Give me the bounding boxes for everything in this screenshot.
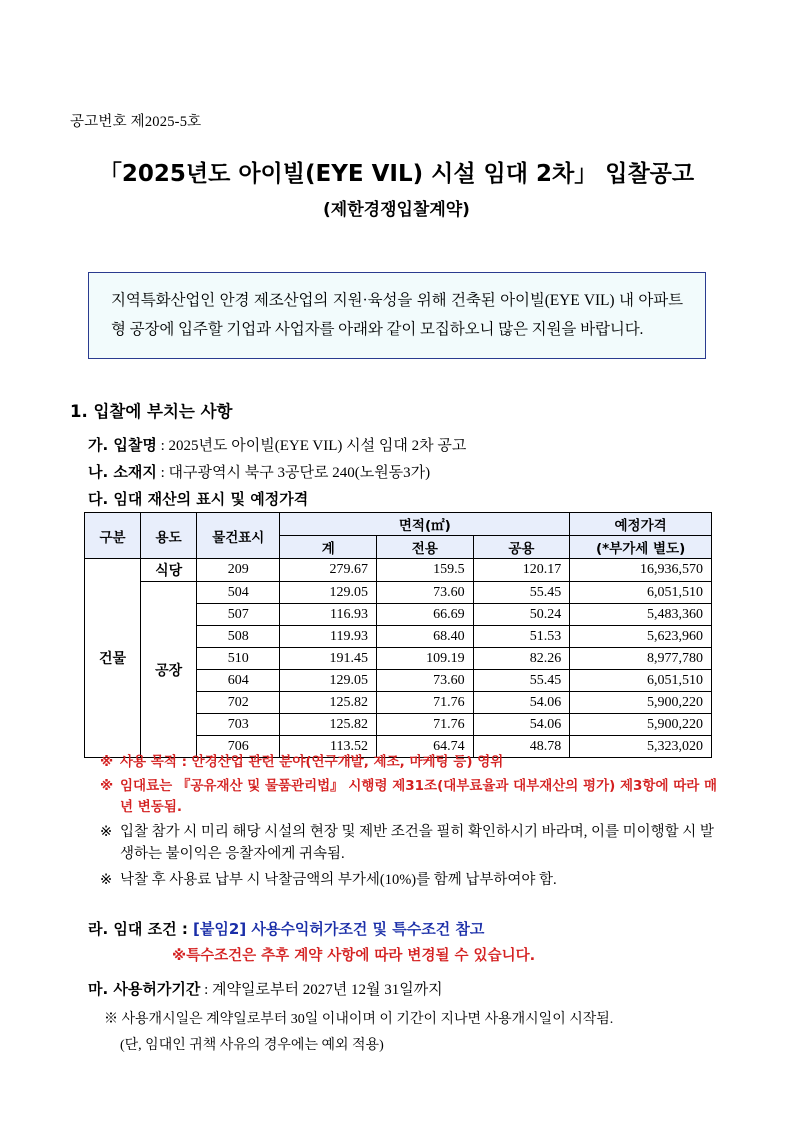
permit-period-note-1: ※ 사용개시일은 계약일로부터 30일 이내이며 이 기간이 지나면 사용개시일이 시작됨. xyxy=(104,1012,614,1027)
note-item xyxy=(100,821,720,866)
cell-common: 48.78 xyxy=(473,736,570,758)
cell-item: 703 xyxy=(197,714,280,736)
cell-item: 510 xyxy=(197,648,280,670)
table-head xyxy=(85,513,712,559)
cell-use: 공장 xyxy=(141,582,197,758)
cell-price: 6,051,510 xyxy=(570,582,712,604)
cell-price: 16,936,570 xyxy=(570,559,712,582)
cell-exclusive: 64.74 xyxy=(377,736,474,758)
cell-common: 54.06 xyxy=(473,714,570,736)
item-bid-name xyxy=(88,434,466,455)
page-title: 「2025년도 아이빌(EYE VIL) 시설 임대 2차」 입찰공고 xyxy=(98,161,695,187)
cell-group-label: 건물 xyxy=(85,559,141,758)
cell-price: 5,483,360 xyxy=(570,604,712,626)
cell-common: 51.53 xyxy=(473,626,570,648)
cell-total: 116.93 xyxy=(280,604,377,626)
th-area-exclusive: 전용 xyxy=(377,536,474,559)
cell-price: 5,900,220 xyxy=(570,692,712,714)
cell-total: 129.05 xyxy=(280,582,377,604)
cell-item: 508 xyxy=(197,626,280,648)
table-header-row-1 xyxy=(85,513,712,536)
note-mark: ※ xyxy=(100,754,114,770)
th-yongdo: 용도 xyxy=(141,513,197,559)
cell-common: 55.45 xyxy=(473,670,570,692)
item-bid-name-value: : 2025년도 아이빌(EYE VIL) 시설 임대 2차 공고 xyxy=(160,438,467,454)
cell-exclusive: 73.60 xyxy=(377,670,474,692)
note-item xyxy=(100,869,720,891)
cell-exclusive: 66.69 xyxy=(377,604,474,626)
note-mark: ※ xyxy=(100,823,113,840)
note-text: 임대료는 『공유재산 및 물품관리법』 시행령 제31조(대부료율과 대부재산의 평가) 제3항에 따라 매년 변동됨. xyxy=(120,777,718,815)
document-number: 공고번호 제2025-5호 xyxy=(70,114,202,130)
page-subtitle: (제한경쟁입찰계약) xyxy=(323,200,470,220)
cell-total: 125.82 xyxy=(280,692,377,714)
note-item xyxy=(100,776,720,818)
cell-total: 191.45 xyxy=(280,648,377,670)
cell-item: 706 xyxy=(197,736,280,758)
cell-total: 119.93 xyxy=(280,626,377,648)
cell-total: 113.52 xyxy=(280,736,377,758)
special-condition-warning: ※특수조건은 추후 계약 사항에 따라 변경될 수 있습니다. xyxy=(172,948,536,964)
table-row xyxy=(85,559,712,582)
note-mark: ※ xyxy=(100,777,114,794)
cell-exclusive: 109.19 xyxy=(377,648,474,670)
item-permit-period xyxy=(88,978,443,999)
item-bid-name-label: 가. 입찰명 xyxy=(88,436,157,454)
cell-use: 식당 xyxy=(141,559,197,582)
item-permit-period-value: : 계약일로부터 2027년 12월 31일까지 xyxy=(204,982,443,998)
cell-item: 209 xyxy=(197,559,280,582)
cell-total: 125.82 xyxy=(280,714,377,736)
cell-common: 54.06 xyxy=(473,692,570,714)
cell-price: 8,977,780 xyxy=(570,648,712,670)
cell-price: 5,900,220 xyxy=(570,714,712,736)
cell-exclusive: 68.40 xyxy=(377,626,474,648)
permit-period-note-2: (단, 임대인 귀책 사유의 경우에는 예외 적용) xyxy=(120,1038,384,1053)
item-lease-condition-label: 라. 임대 조건 : xyxy=(88,920,194,938)
item-location xyxy=(88,461,430,482)
section-1-title: 1. 입찰에 부치는 사항 xyxy=(70,402,233,421)
th-area-total: 계 xyxy=(280,536,377,559)
th-price-sub: (*부가세 별도) xyxy=(570,536,712,559)
cell-exclusive: 73.60 xyxy=(377,582,474,604)
item-location-value: : 대구광역시 북구 3공단로 240(노원동3가) xyxy=(160,465,431,481)
rent-property-table xyxy=(84,512,712,758)
item-location-label: 나. 소재지 xyxy=(88,463,157,481)
item-permit-period-label: 마. 사용허가기간 xyxy=(88,980,201,998)
table-row xyxy=(85,582,712,604)
note-text: 사용 목적 : 안경산업 관련 분야(연구개발, 제조, 마케팅 등) 영위 xyxy=(120,754,504,770)
cell-price: 6,051,510 xyxy=(570,670,712,692)
cell-total: 129.05 xyxy=(280,670,377,692)
cell-item: 604 xyxy=(197,670,280,692)
cell-item: 702 xyxy=(197,692,280,714)
item-property-label: 다. 임대 재산의 표시 및 예정가격 xyxy=(88,490,309,508)
th-price-group: 예정가격 xyxy=(570,513,712,536)
th-gubun: 구분 xyxy=(85,513,141,559)
cell-item: 507 xyxy=(197,604,280,626)
item-lease-condition xyxy=(88,918,484,939)
cell-total: 279.67 xyxy=(280,559,377,582)
th-area-common: 공용 xyxy=(473,536,570,559)
intro-box: 지역특화산업인 안경 제조산업의 지원·육성을 위해 건축된 아이빌(EYE VIL) 내 아파트형 공장에 입주할 기업과 사업자를 아래와 같이 모집하오니 많은 지원을 바랍니다. xyxy=(88,272,706,359)
item-property-table-label xyxy=(88,488,308,509)
cell-common: 50.24 xyxy=(473,604,570,626)
cell-common: 120.17 xyxy=(473,559,570,582)
note-item xyxy=(100,752,720,773)
cell-exclusive: 159.5 xyxy=(377,559,474,582)
cell-price: 5,623,960 xyxy=(570,626,712,648)
th-area-group: 면적(㎡) xyxy=(280,513,570,536)
note-text: 입찰 참가 시 미리 해당 시설의 현장 및 제반 조건을 필히 확인하시기 바라며, 이를 미이행할 시 발생하는 불이익은 응찰자에게 귀속됨. xyxy=(120,823,714,863)
notes-list xyxy=(100,752,720,894)
cell-price: 5,323,020 xyxy=(570,736,712,758)
th-mulgeon: 물건표시 xyxy=(197,513,280,559)
cell-exclusive: 71.76 xyxy=(377,714,474,736)
cell-common: 55.45 xyxy=(473,582,570,604)
item-lease-condition-value: [붙임2] 사용수익허가조건 및 특수조건 참고 xyxy=(193,920,485,938)
cell-item: 504 xyxy=(197,582,280,604)
cell-common: 82.26 xyxy=(473,648,570,670)
note-text: 낙찰 후 사용료 납부 시 낙찰금액의 부가세(10%)를 함께 납부하여야 함. xyxy=(120,871,557,888)
cell-exclusive: 71.76 xyxy=(377,692,474,714)
table-body xyxy=(85,559,712,758)
note-mark: ※ xyxy=(100,871,113,888)
